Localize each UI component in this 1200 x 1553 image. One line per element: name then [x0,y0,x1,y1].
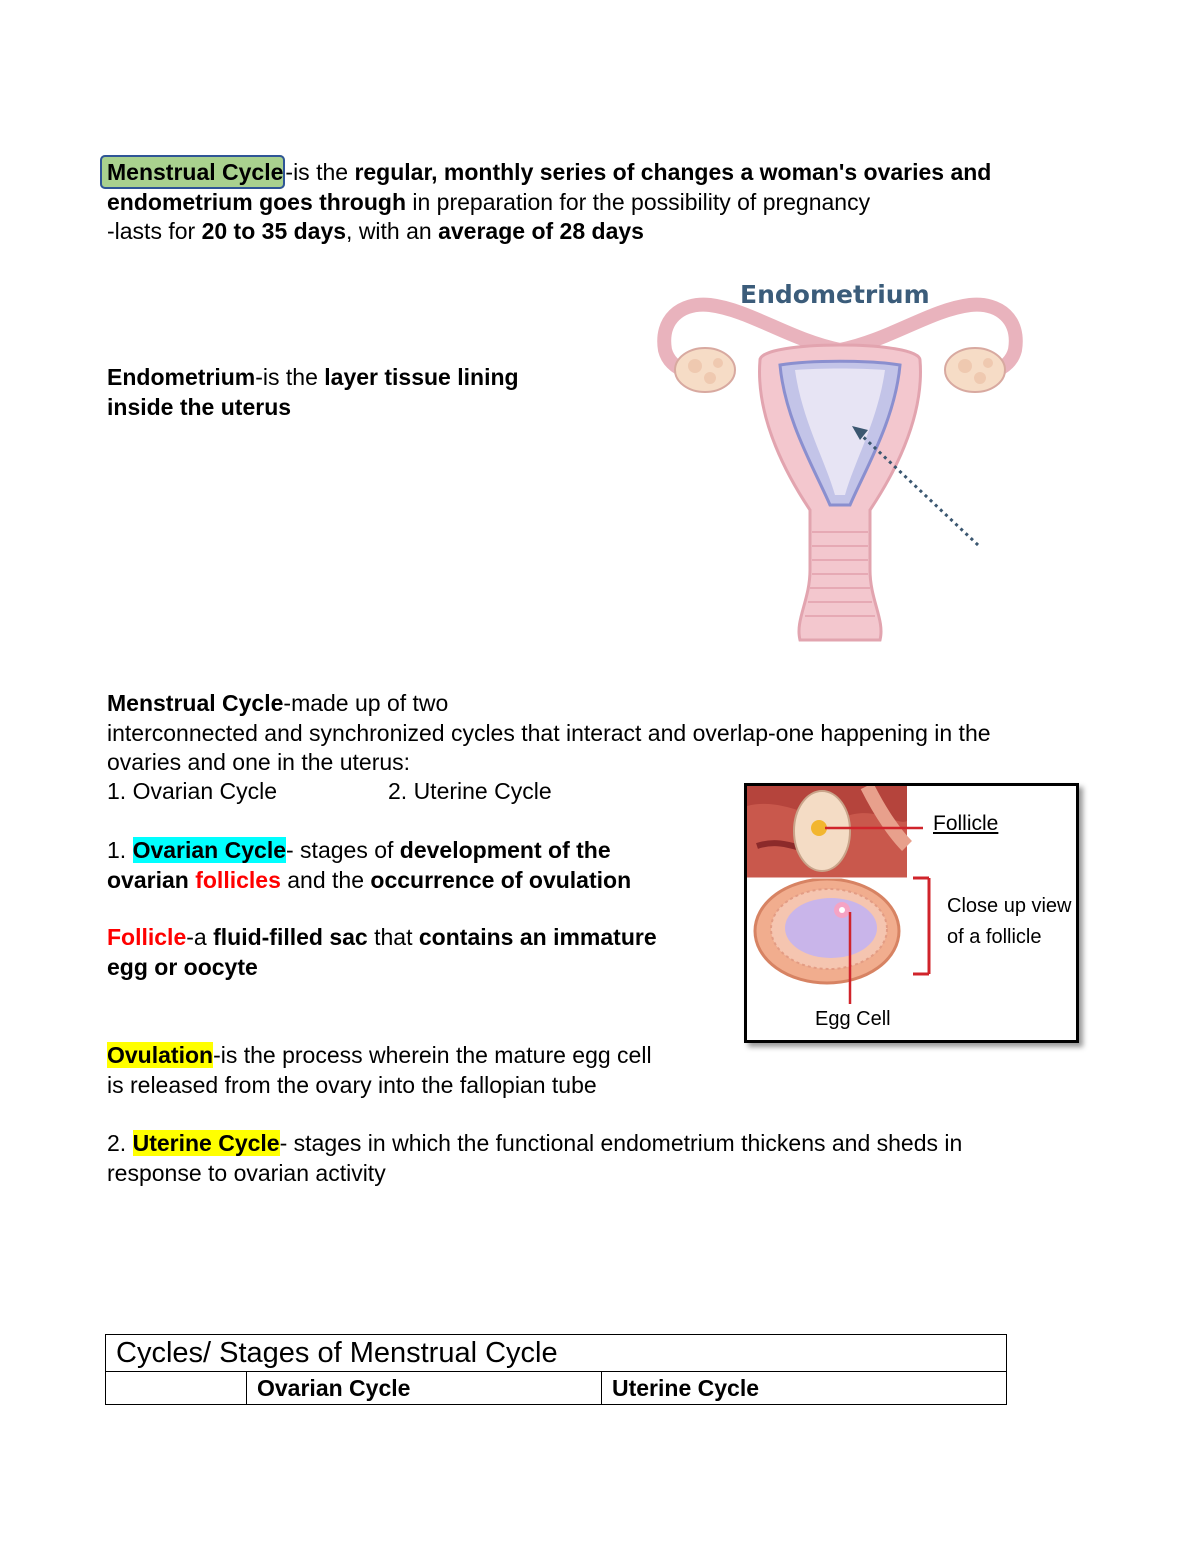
ovulation-definition: Ovulation-is the process wherein the mature egg cell is released from the ovary into the fallopian tube [107,1042,652,1098]
cycle-item-ovarian: 1. Ovarian Cycle [107,778,278,804]
egg-cell-label: Egg Cell [815,1008,891,1030]
ovulation-term: Ovulation [107,1042,214,1068]
cycle-length-line: -lasts for 20 to 35 days, with an average of 28 days [107,218,644,244]
follicle-label: Follicle [933,812,999,835]
table-header-uterine: Uterine Cycle [602,1372,1007,1405]
follicle-definition: Follicle-a fluid-filled sac that contains an immature egg or oocyte [107,924,657,980]
table-title: Cycles/ Stages of Menstrual Cycle [106,1335,1007,1372]
uterine-cycle-definition: 2. Uterine Cycle- stages in which the functional endometrium thickens and sheds in response to ovarian activity [107,1130,963,1186]
menstrual-cycle-term: Menstrual Cycle [100,155,285,189]
cycles-intro: Menstrual Cycle-made up of two interconnected and synchronized cycles that interact and overlap-one happening in the ovaries and one in the uterus: [107,690,991,775]
uterus-illustration [640,270,1040,670]
cycles-table [105,1334,1007,1405]
uterine-cycle-term: Uterine Cycle [132,1130,280,1156]
endometrium-definition: Endometrium-is the layer tissue lining inside the uterus [107,364,519,420]
cycle-item-uterine: 2. Uterine Cycle [388,778,552,804]
table-header-ovarian: Ovarian Cycle [247,1372,602,1405]
table-header-blank [106,1372,247,1405]
uterus-figure [640,270,1040,670]
menstrual-cycle-definition: Menstrual Cycle-is the regular, monthly series of changes a woman's ovaries and endometrium goes through in preparation for the possibility of pregnancy [107,158,1107,217]
follicle-term: Follicle [107,924,187,950]
closeup-label-line2: of a follicle [947,926,1042,948]
follicle-figure [744,783,1079,1043]
uterus-figure-title: Endometrium [740,280,930,309]
ovarian-cycle-definition: 1. Ovarian Cycle- stages of development of the ovarian follicles and the occurrence of ovulation [107,837,632,893]
ovarian-cycle-term: Ovarian Cycle [132,837,286,863]
closeup-label-line1: Close up view [947,895,1072,917]
